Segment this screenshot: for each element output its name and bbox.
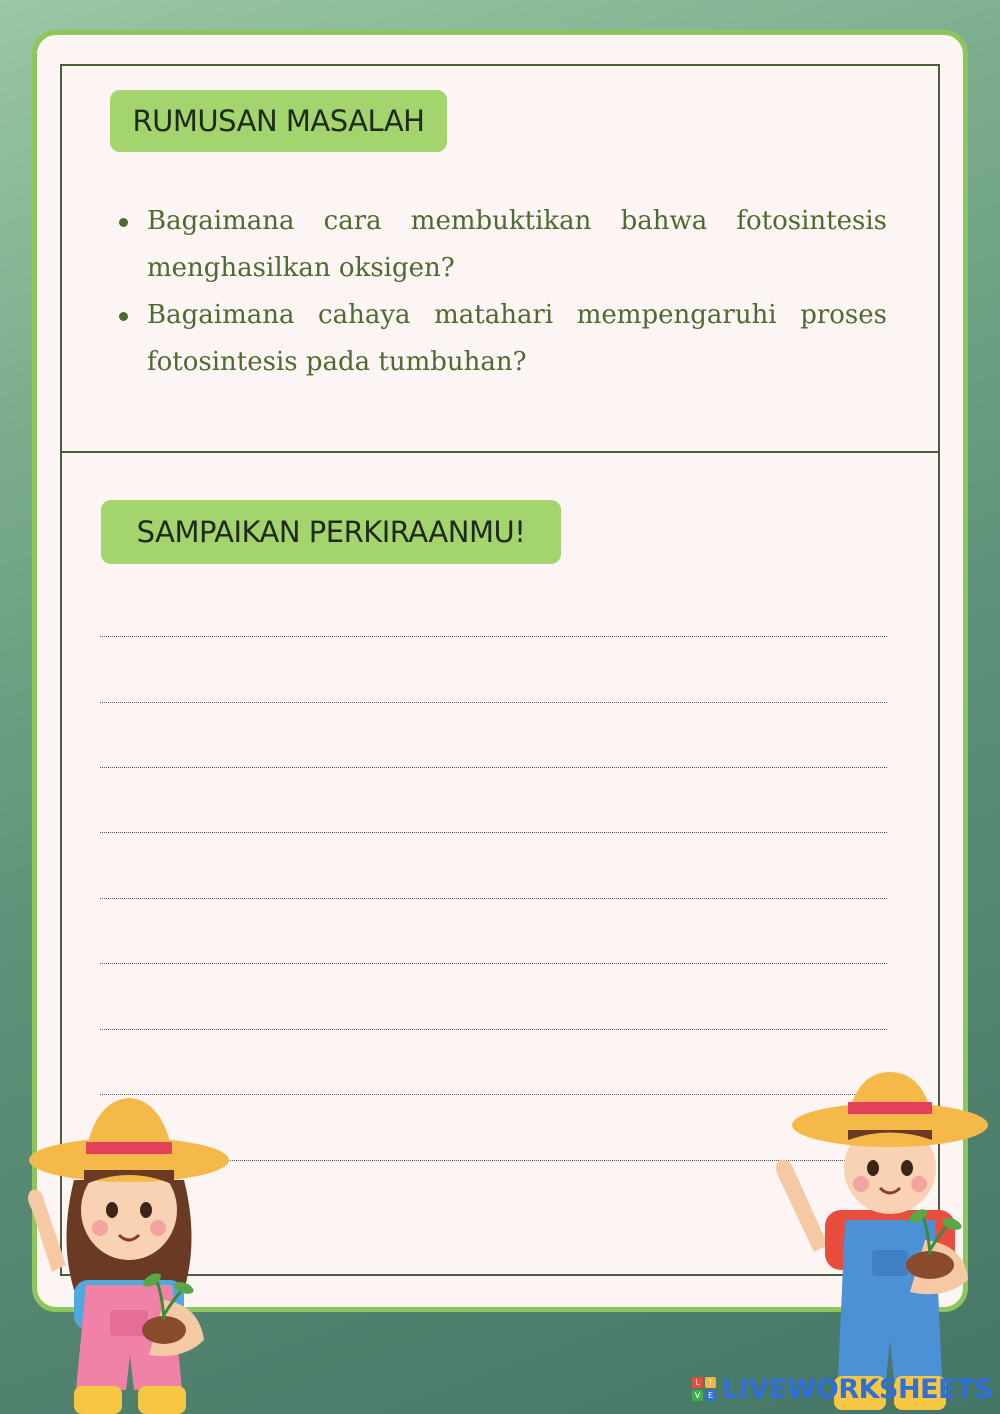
bullet-icon xyxy=(119,218,128,227)
answer-line[interactable] xyxy=(100,636,887,637)
bullet-icon xyxy=(119,312,128,321)
brand-name: LIVEWORKSHEETS xyxy=(722,1373,993,1405)
section-divider xyxy=(60,451,940,453)
liveworksheets-logo[interactable] xyxy=(692,1372,993,1406)
mark-letter: L xyxy=(692,1377,703,1388)
answer-line[interactable] xyxy=(100,767,887,768)
question-item xyxy=(117,198,887,292)
problem-heading: RUMUSAN MASALAH xyxy=(110,90,447,152)
question-item xyxy=(117,292,887,386)
mark-letter: I xyxy=(705,1377,716,1388)
answer-line[interactable] xyxy=(100,1029,887,1030)
prediction-heading: SAMPAIKAN PERKIRAANMU! xyxy=(101,500,561,564)
question-text: Bagaimana cahaya matahari mempengaruhi proses fotosintesis pada tumbuhan? xyxy=(147,300,887,377)
boy-farmer-illustration xyxy=(770,1070,1000,1414)
question-text: Bagaimana cara membuktikan bahwa fotosintesis menghasilkan oksigen? xyxy=(147,206,887,283)
girl-farmer-illustration xyxy=(14,1090,244,1414)
liveworksheets-mark-icon xyxy=(692,1377,716,1401)
mark-letter: V xyxy=(692,1390,703,1401)
answer-line[interactable] xyxy=(100,898,887,899)
answer-line[interactable] xyxy=(100,702,887,703)
mark-letter: E xyxy=(705,1390,716,1401)
question-list xyxy=(117,198,887,386)
answer-line[interactable] xyxy=(100,963,887,964)
answer-line[interactable] xyxy=(100,832,887,833)
